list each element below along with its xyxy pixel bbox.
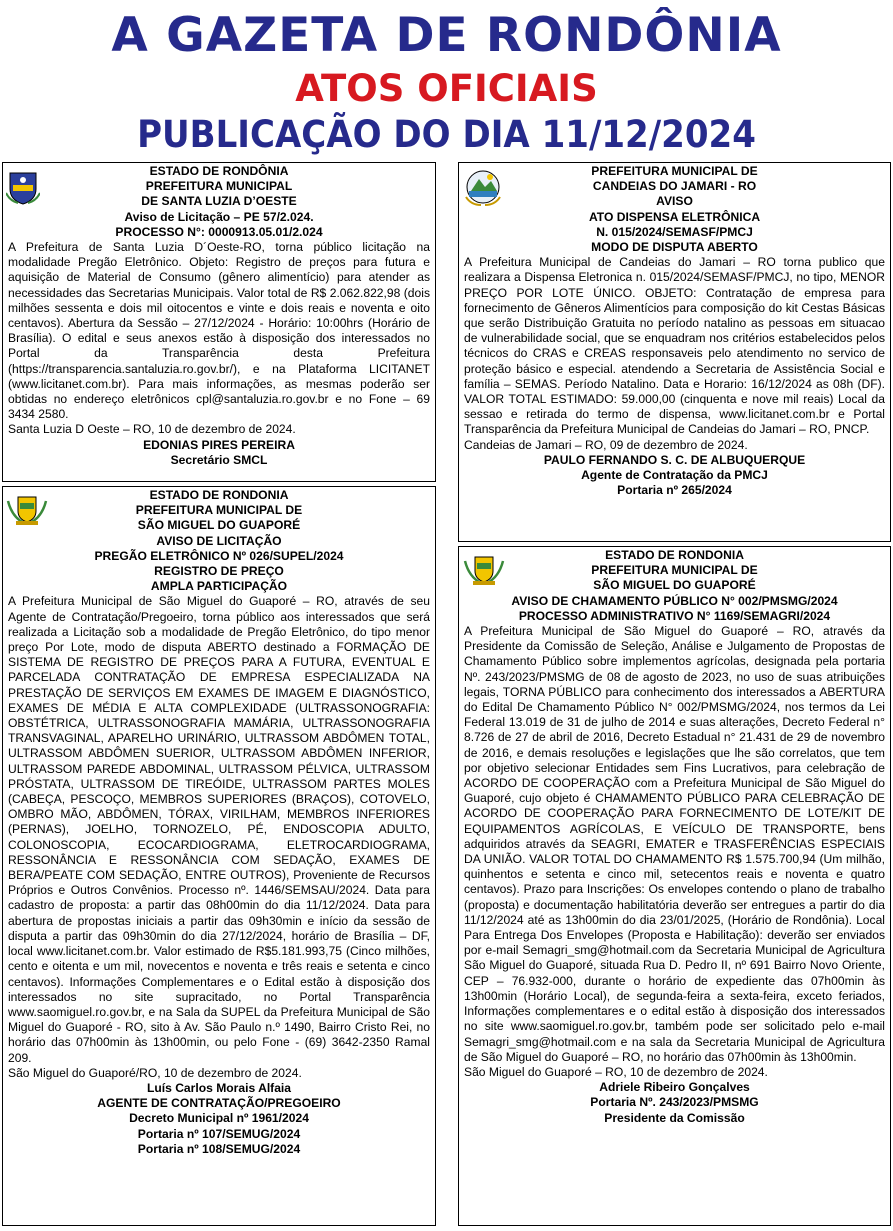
place-date: Santa Luzia D Oeste – RO, 10 de dezembro de 2024. (8, 422, 296, 437)
notice-heading: ESTADO DE RONDÔNIA PREFEITURA MUNICIPAL DE SANTA LUZIA D’OESTE Aviso de Licitação – PE 57/2.024. PROCESSO N°: 0000913.05.01/2.024 (115, 164, 323, 239)
notice-heading: ESTADO DE RONDONIA PREFEITURA MUNICIPAL DE SÃO MIGUEL DO GUAPORÉ AVISO DE LICITAÇÃO PREGÃO ELETRÔNICO Nº 026/SUPEL/2024 REGISTRO DE PREÇO AMPLA PARTICIPAÇÃO (94, 488, 344, 594)
newspaper-title: A GAZETA DE RONDÔNIA (111, 8, 782, 63)
notice-sao-miguel-licitacao (2, 486, 436, 1226)
coat-of-arms-icon (463, 167, 503, 207)
signature-block: Adriele Ribeiro Gonçalves Portaria Nº. 243/2023/PMSMG Presidente da Comissão (590, 1080, 759, 1125)
section-title: ATOS OFICIAIS (295, 67, 598, 110)
notice-body: A Prefeitura de Santa Luzia D´Oeste-RO, torna público licitação na modalidade Pregão Eletrônico. Objeto: Registro de preços para futura e aquisição de Material de Consumo (gênero alimentício) para atender as necessidades das Secretarias Municipais. Valor total de R$ 2.062.822,98 (dois milhões sessenta e dois mil oitocentos e vinte e dois reais e noventa e oito centavos). Abertura da Sessão – 27/12/2024 - Horário: 10:00hrs (Horário de Brasília). O edital e seus anexos estão à disposição dos interessados no Portal da Transparência desta Prefeitura (https://transparencia.santaluzia.ro.gov.br/), e na Plataforma LICITANET (www.licitanet.com.br). Para mais informações, as mesmas poderão ser obtidas no endereço eletrônicos cpl@santaluzia.ro.gov.br e no Fone – 69 3434 2580. (8, 240, 430, 422)
place-date: São Miguel do Guaporé – RO, 10 de dezembro de 2024. (464, 1064, 768, 1079)
place-date: São Miguel do Guaporé/RO, 10 de dezembro de 2024. (8, 1065, 302, 1080)
signature-block: PAULO FERNANDO S. C. DE ALBUQUERQUE Agente de Contratação da PMCJ Portaria nº 265/2024 (543, 452, 806, 498)
notice-heading: PREFEITURA MUNICIPAL DE CANDEIAS DO JAMARI - RO AVISO ATO DISPENSA ELETRÔNICA N. 015/2024/SEMASF/PMCJ MODO DE DISPUTA ABERTO (588, 164, 761, 255)
signature-block: EDONIAS PIRES PEREIRA Secretário SMCL (143, 437, 295, 467)
notice-body: A Prefeitura Municipal de Candeias do Jamari – RO torna publico que realizara a Dispensa Eletronica n. 015/2024/SEMASF/PMCJ, no tipo, MENOR PREÇO POR LOTE ÚNICO. OBJETO: Contratação de empresa para fornecimento de Gêneros Alimentícios para composição do kit Cestas Básicas que serão Distribuição Gratuita no período natalino as pessoas em situacao de vulnerabilidade social, que se enquadram nos critérios estabelecidos pelos técnicos do CRAS e CREAS responsaveis pelo atendimento no servico de proteção básico e especial. atendendo a Secretaria de Assistência Social e família – SEMAS. Período Natalino. Data e Horario: 16/12/2024 as 08h (DF). VALOR TOTAL ESTIMADO: 59.000,00 (cinquenta e nove mil reais) Local da sessao e retirada do termo de dispensa, www.licitanet.com.br e Portal Transparência da Prefeitura Municipal de Candeias do Jamari – RO, PNCP. (464, 255, 885, 437)
notice-sao-miguel-chamamento (458, 546, 891, 1226)
coat-of-arms-icon (6, 491, 48, 527)
notice-body: A Prefeitura Municipal de São Miguel do Guaporé – RO, através de seu Agente de Contratação/Pregoeiro, torna público aos interessados que será realizada a Licitação sob a modalidade de Pregão Eletrônico, do tipo menor preço Por Lote, modo de disputa ABERTO destinado a FORMAÇÃO DE SISTEMA DE REGISTRO DE PREÇOS PARA A FUTURA, EVENTUAL E PARCELADA CONTRATAÇÃO DE EMPRESA ESPECIALIZADA NA PRESTAÇÃO DE SERVIÇOS EM EXAMES DE IMAGEM E DIAGNÓSTICO, EXAMES DE MÉDIA E ALTA COMPLEXIDADE (ULTRASSONOGRAFIA: OBSTÉTRICA, ULTRASSONOGRAFIA MAMÁRIA, ULTRASSONOGRAFIA TRANSVAGINAL, APARELHO URINÁRIO, ULTRASSOM ABDÔMEN TOTAL, ULTRASSOM ABDÔMEN SUERIOR, ULTRASSOM ABDÔMEN INFERIOR, ULTRASSOM PAREDE ABDOMINAL, ULTRASSOM PÉLVICA, ULTRASSOM PRÓSTATA, ULTRASSOM DE TIREÓIDE, ULTRASSOM PARTES MOLES (CABEÇA, PESCOÇO, MEMBROS SUPERIORES (BRAÇOS), COTOVELO, OMBRO MÃO, ABDÔMEN, TÓRAX, VIRILHAM, MEMBROS INFERIORES (PERNAS), JOELHO, TORNOZELO, PÉ, ENDOSCOPIA ADULTO, COLONOSCOPIA, ECOCARDIOGRAMA, ELETROCARDIOGRAMA, RESSONÂNCIA E RESSONÂNCIA COM SEDAÇÃO, EXAMES DE BERA/PEATE COM SEDAÇÃO, ENTRE OUTROS), Proveniente de Recursos Próprios e Outros Convênios. Processo nº. 1446/SEMSAU/2024. Data para cadastro de proposta: a partir das 08h00min do dia 11/12/2024. Data para abertura de propostas iniciais a partir das 09h30min e início da sessão de disputa a partir das 09h30min do dia 27/12/2024, horário de Brasília – DF, local www.licitanet.com.br. Valor estimado de R$5.181.993,75 (Cinco milhões, cento e oitenta e um mil, novecentos e noventa e três reais e setenta e cinco centavos). Informações Complementares e o Edital estão à disposição dos interessados no site supracitado, no Portal Transparência www.saomiguel.ro.gov.br, e na Sala da SUPEL da Prefeitura Municipal de São Miguel do Guaporé - RO, sito à Av. São Paulo n.º 1490, Bairro Cristo Rei, no horário das 07h00min às 13h00min, ou pelo Fone - (69) 3642-2350 Ramal 209. (8, 594, 430, 1065)
signature-block: Luís Carlos Morais Alfaia AGENTE DE CONTRATAÇÃO/PREGOEIRO Decreto Municipal nº 1961/2024 Portaria nº 107/SEMUG/2024 Portaria nº 108/SEMUG/2024 (97, 1080, 341, 1156)
publication-date: PUBLICAÇÃO DO DIA 11/12/2024 (137, 113, 756, 156)
notice-candeias-do-jamari (458, 162, 891, 542)
notice-santa-luzia (2, 162, 436, 482)
place-date: Candeias de Jamari – RO, 09 de dezembro de 2024. (464, 437, 748, 452)
notice-heading: ESTADO DE RONDONIA PREFEITURA MUNICIPAL DE SÃO MIGUEL DO GUAPORÉ AVISO DE CHAMAMENTO PÚBLICO N° 002/PMSMG/2024 PROCESSO ADMINISTRATIVO N° 1169/SEMAGRI/2024 (511, 548, 838, 623)
coat-of-arms-icon (6, 167, 40, 205)
notice-body: A Prefeitura Municipal de São Miguel do Guaporé – RO, através da Presidente da Comissão de Seleção, Análise e Julgamento de Propostas de Chamamento Público sobre implementos agrícolas, designada pela portaria Nº. 243/2023/PMSMG de 08 de agosto de 2023, no uso de suas atribuições legais, TORNA PÚBLICO para conhecimento dos interessados a ABERTURA do Edital De Chamamento Público N° 002/PMSMG/2024, nos termos da Lei Federal 13.019 de 31 de julho de 2014 e suas alterações, Decreto Federal n° 8.726 de 27 de abril de 2016, Decreto Estadual n° 21.431 de 29 de novembro de 2016, e demais resoluções e legislações que lhe são correlatos, que tem por objetivo selecionar Entidades sem Fins Lucrativos, para celebração de ACORDO DE COOPERAÇÃO com a Prefeitura Municipal de São Miguel do Guaporé, cujo objeto é CHAMAMENTO PÚBLICO PARA CELEBRAÇÃO DE ACORDO DE COOPERAÇÃO PARA FORNECIMENTO DE LOTE/KIT DE EQUIPAMENTOS AGRÍCOLAS, E VEÍCULO DE TRANSPORTE, bens adquiridos através da SEAGRI, EMATER e TRASFERÊNCIAS ESPECIAIS DA UNIÃO. VALOR TOTAL DO CHAMAMENTO R$ 1.575.700,94 (Um milhão, quinhentos e setenta e cinco mil, setecentos reais e noventa e quatro centavos). Prazo para Inscrições: Os envelopes contendo o plano de trabalho (proposta) e documentação habilitatória deverão ser entregues a partir do dia 11/12/2024 até as 13h00min do dia 23/01/2025, (Horário de Rondônia). Local Para Entrega Dos Envelopes (Proposta e Habilitação): deverão ser enviados por e-mail Semagri_smg@hotmail.com da Secretaria Municipal de Agricultura São Miguel do Guaporé, situada Rua D. Pedro II, nº 691 Bairro Novo Oriente, CEP – 76.932-000, durante o horário de expediente das 07h00min às 13h00min (Horário Local), de segunda-feira a sexta-feira, exceto feriados, Informações complementares e o edital estão à disposição dos interessados no site www.saomiguel.ro.gov.br, também pode ser solicitado pelo e-mail Semagri_smg@hotmail.com e na sala da Secretaria Municipal de Agricultura de São Miguel do Guaporé – RO, no horário das 07h00min às 13h00min. (464, 624, 885, 1064)
coat-of-arms-icon (463, 551, 505, 587)
